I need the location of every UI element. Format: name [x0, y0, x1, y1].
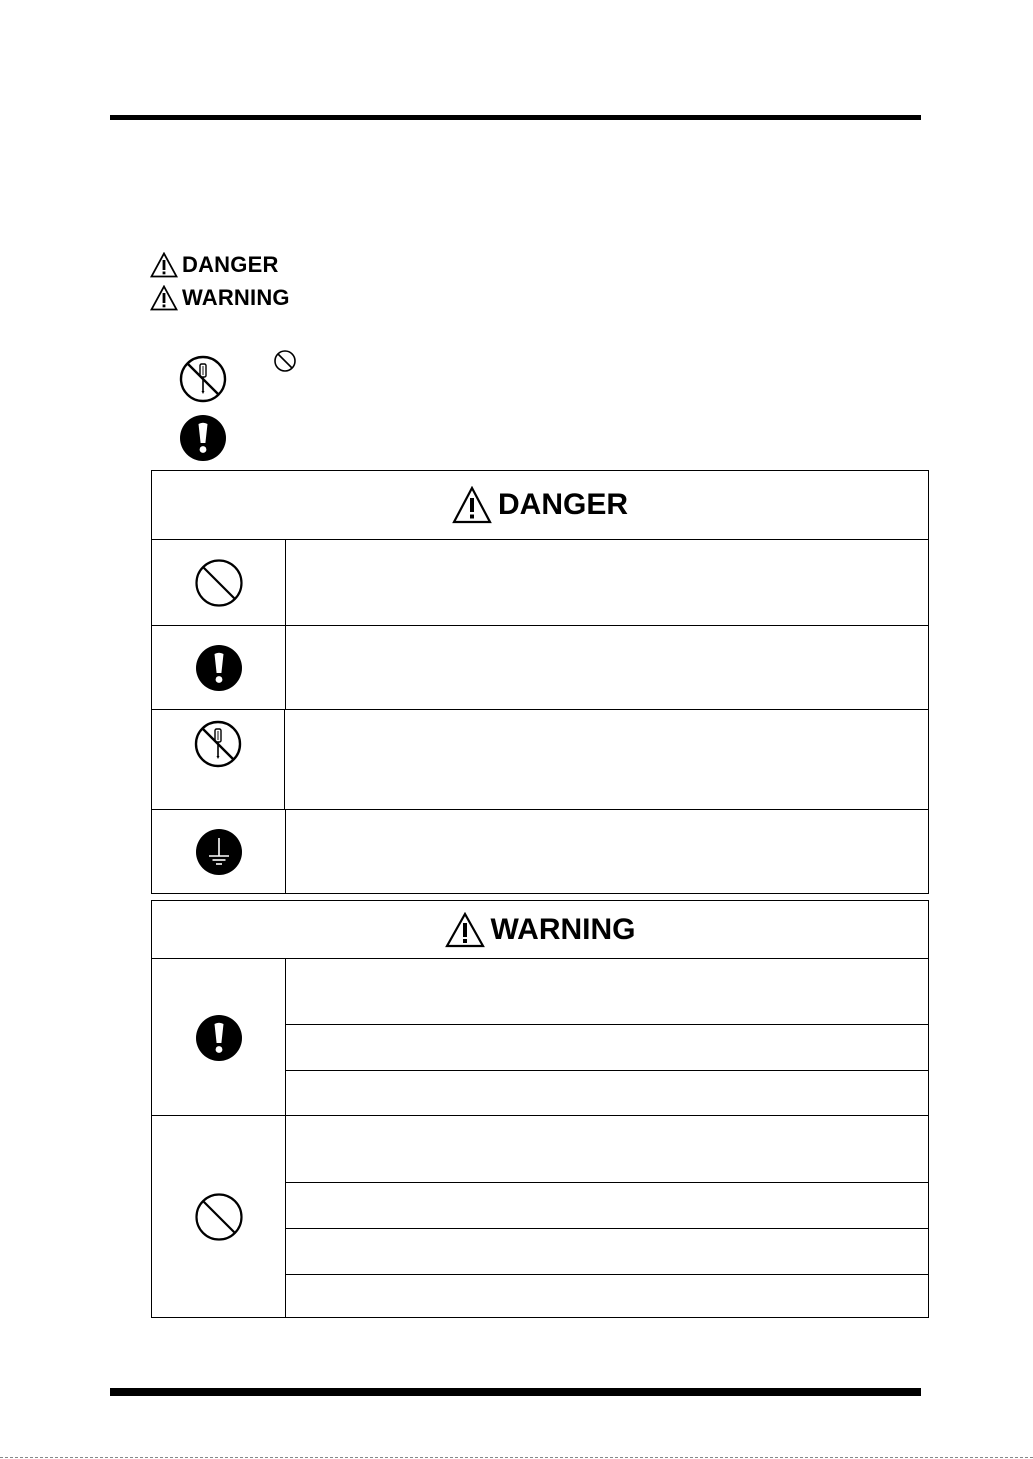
danger-row	[152, 625, 928, 710]
danger-row-icon-cell	[152, 540, 286, 626]
danger-row	[152, 709, 928, 810]
warning-table-title: WARNING	[490, 912, 636, 946]
warning-group-icon-cell	[152, 959, 286, 1116]
danger-table-header	[152, 471, 928, 540]
warning-table	[151, 900, 929, 1318]
ground-icon	[195, 828, 243, 876]
danger-row	[152, 539, 928, 626]
mandatory-action-icon	[195, 644, 243, 692]
legend-danger-label: DANGER	[182, 252, 279, 277]
warning-group	[152, 1115, 928, 1317]
mandatory-action-icon	[195, 1014, 243, 1062]
warning-triangle-icon	[445, 912, 485, 948]
danger-row-icon-cell	[152, 626, 286, 710]
danger-table-title: DANGER	[497, 488, 628, 521]
mandatory-action-icon	[179, 414, 227, 462]
page-edge-dashed-line	[0, 1457, 1033, 1458]
prohibition-icon	[273, 349, 297, 373]
no-disassembly-icon	[194, 720, 242, 768]
warning-triangle-icon	[150, 285, 178, 311]
legend-warning-label: WARNING	[182, 285, 290, 310]
legend-danger	[150, 252, 279, 278]
danger-row-icon-cell	[152, 710, 285, 810]
danger-table	[151, 470, 929, 894]
no-disassembly-icon	[179, 355, 227, 403]
top-rule	[110, 115, 921, 120]
warning-group-icon-cell	[152, 1116, 286, 1317]
prohibition-icon	[194, 558, 244, 608]
warning-entry-divider	[285, 1024, 928, 1025]
warning-group	[152, 958, 928, 1116]
warning-entry-divider	[285, 1070, 928, 1071]
warning-triangle-icon	[452, 486, 492, 524]
warning-entry-divider	[285, 1228, 928, 1229]
warning-triangle-icon	[150, 252, 178, 278]
danger-row	[152, 809, 928, 893]
bottom-rule	[110, 1388, 921, 1396]
legend-warning	[150, 285, 290, 311]
warning-table-header	[152, 901, 928, 959]
prohibition-icon	[194, 1192, 244, 1242]
danger-row-icon-cell	[152, 810, 286, 893]
warning-entry-divider	[285, 1182, 928, 1183]
warning-entry-divider	[285, 1274, 928, 1275]
